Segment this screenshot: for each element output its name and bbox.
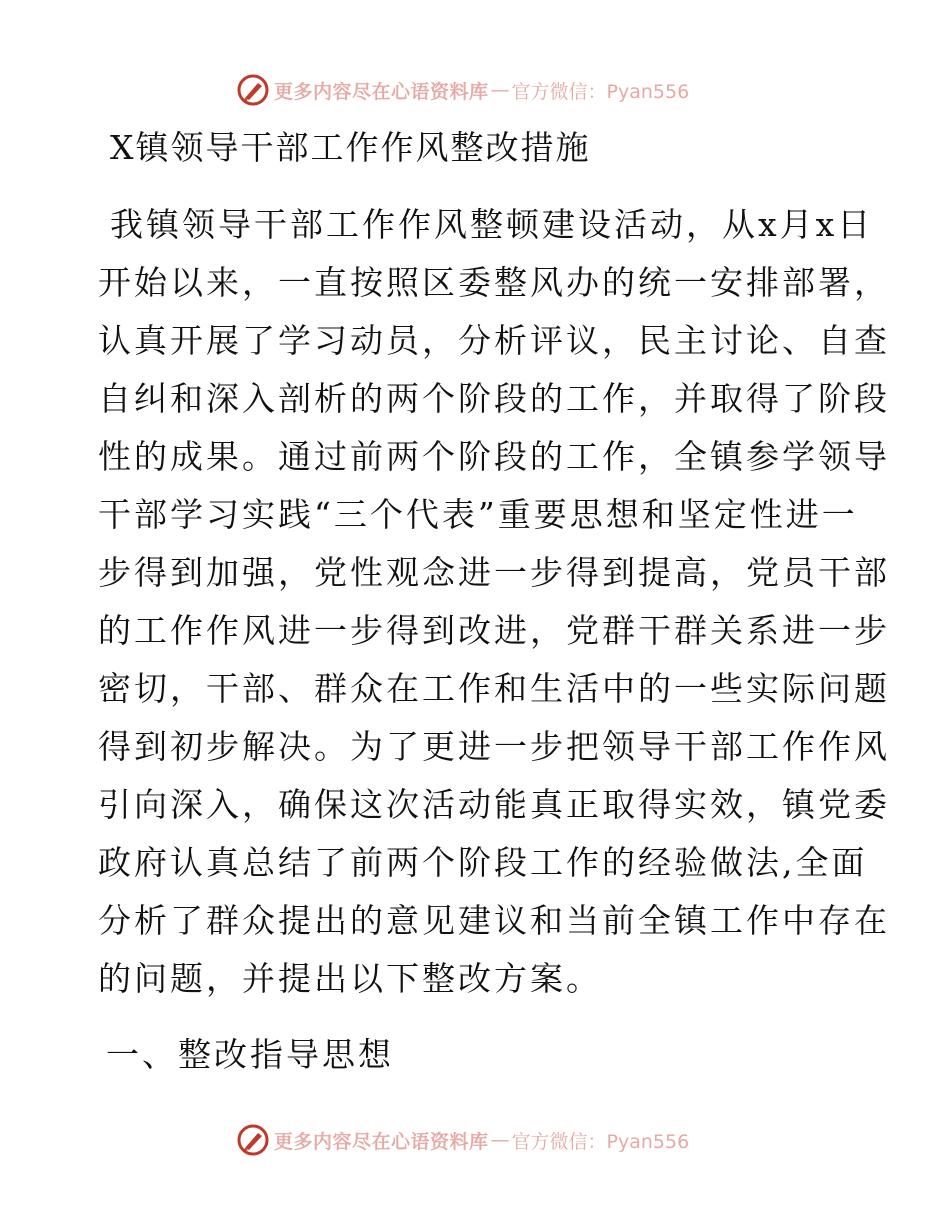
paragraph-line: 政府认真总结了前两个阶段工作的经验做法,全面 xyxy=(98,843,868,882)
watermark-official: 官方微信：Pyan556 xyxy=(511,80,690,103)
watermark-text: 更多内容尽在心语资料库 xyxy=(274,80,489,103)
paragraph-line: 步得到加强，党性观念进一步得到提高，党员干部 xyxy=(98,553,890,592)
paragraph-line: 的工作作风进一步得到改进，党群干群关系进一步 xyxy=(98,611,890,650)
paragraph-line: 得到初步解决。为了更进一步把领导干部工作作风 xyxy=(98,727,890,766)
watermark-header xyxy=(236,72,689,108)
section-heading: 一、整改指导思想 xyxy=(106,1035,394,1074)
paragraph-line: 认真开展了学习动员，分析评议，民主讨论、自查 xyxy=(98,321,890,360)
paragraph-line: 自纠和深入剖析的两个阶段的工作，并取得了阶段 xyxy=(98,379,890,418)
pen-logo-icon xyxy=(236,73,270,107)
pen-logo-icon xyxy=(236,1123,270,1157)
paragraph-line: 引向深入，确保这次活动能真正取得实效，镇党委 xyxy=(98,785,890,824)
paragraph-line: 性的成果。通过前两个阶段的工作，全镇参学领导 xyxy=(98,437,890,476)
paragraph-line: 开始以来，一直按照区委整风办的统一安排部署， xyxy=(98,263,890,302)
paragraph-line: 干部学习实践“三个代表”重要思想和坚定性进一 xyxy=(98,495,858,534)
document-title: X镇领导干部工作作风整改措施 xyxy=(110,128,591,167)
paragraph-line: 我镇领导干部工作作风整顿建设活动，从x月x日 xyxy=(110,205,874,244)
watermark-separator: — xyxy=(490,1129,510,1151)
watermark-separator: — xyxy=(490,79,510,101)
watermark-official: 官方微信：Pyan556 xyxy=(511,1130,690,1153)
paragraph-line: 分析了群众提出的意见建议和当前全镇工作中存在 xyxy=(98,901,890,940)
paragraph-line: 的问题，并提出以下整改方案。 xyxy=(98,959,602,998)
watermark-text: 更多内容尽在心语资料库 xyxy=(274,1130,489,1153)
paragraph-line: 密切，干部、群众在工作和生活中的一些实际问题 xyxy=(98,669,890,708)
watermark-footer xyxy=(236,1122,689,1158)
body-paragraph xyxy=(98,196,890,1008)
